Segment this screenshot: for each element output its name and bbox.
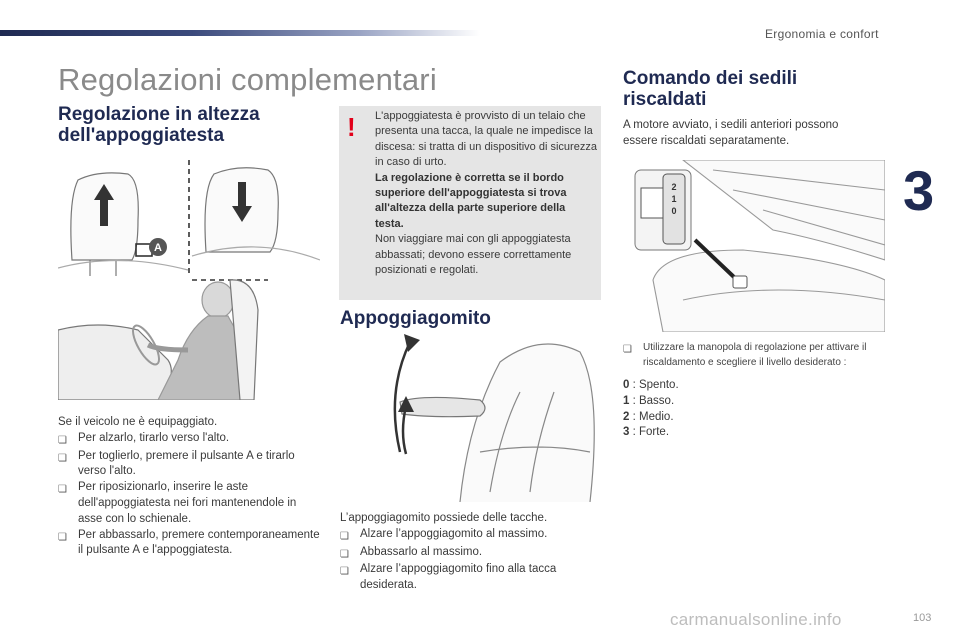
list-item: ❏ Utilizzare la manopola di regolazione per attivare il riscaldamento e scegliere il livello desiderato : — [623, 341, 893, 370]
list-bullet-icon: ❏ — [58, 452, 67, 464]
armrest-illustration — [340, 332, 602, 502]
list-bullet-icon: ❏ — [623, 344, 632, 355]
list-item: ❏ Per abbassarlo, premere contemporaneamente il pulsante A e l'appoggiatesta. — [58, 528, 320, 560]
heated-seats-levels — [623, 378, 823, 441]
warning-para-2: La regolazione è corretta se il bordo superiore dell'appoggiatesta si trova all'altezza della parte superiore della testa. — [375, 171, 567, 230]
headrest-instructions — [58, 415, 320, 559]
warning-text — [375, 109, 597, 278]
list-item: ❏ Abbassarlo al massimo. — [340, 545, 590, 563]
warning-box — [339, 106, 601, 300]
headrest-illustration — [58, 160, 320, 400]
list-bullet-icon: ❏ — [340, 566, 349, 578]
watermark: carmanualsonline.info — [670, 610, 842, 629]
list-item: 1 : Basso. — [623, 394, 675, 407]
heated-seats-note — [623, 341, 893, 370]
chapter-number: 3 — [903, 159, 935, 222]
svg-text:0: 0 — [671, 206, 677, 216]
list-bullet-icon: ❏ — [58, 434, 67, 446]
armrest-instructions — [340, 511, 590, 594]
page-title: Regolazioni complementari — [58, 62, 437, 97]
heated-seats-intro: A motore avviato, i sedili anteriori possono essere riscaldati separatamente. — [623, 119, 839, 147]
warning-exclamation-icon: ! — [347, 112, 356, 142]
headrest-heading: Regolazione in altezza dell'appoggiatesta — [58, 104, 260, 146]
list-item: ❏ Per alzarlo, tirarlo verso l'alto. — [58, 431, 320, 449]
list-item: ❏ Alzare l’appoggiagomito fino alla tacca desiderata. — [340, 562, 590, 594]
heated-seats-heading: Comando dei sedili riscaldati — [623, 68, 798, 110]
heated-seat-knob — [635, 170, 691, 250]
headrest-intro: Se il veicolo ne è equipaggiato. — [58, 416, 218, 428]
svg-text:2: 2 — [671, 182, 677, 192]
list-bullet-icon: ❏ — [58, 484, 67, 496]
heated-seat-illustration — [623, 160, 885, 332]
section-label: Ergonomia e confort — [765, 27, 879, 41]
svg-text:1: 1 — [671, 194, 677, 204]
list-bullet-icon: ❏ — [58, 531, 67, 543]
armrest-heading: Appoggiagomito — [340, 308, 491, 329]
seat-heater-icon — [733, 276, 747, 288]
armrest-intro: L’appoggiagomito possiede delle tacche. — [340, 512, 548, 524]
warning-para-1: L'appoggiatesta è provvisto di un telaio che presenta una tacca, la quale ne impedisce la discesa: si tratta di un dispositivo di sicurezza in caso di urto. — [375, 110, 597, 169]
list-item: ❏ Per riposizionarlo, inserire le aste dell'appoggiatesta nei fori mantenendole in asse con lo schienale. — [58, 480, 320, 527]
list-bullet-icon: ❏ — [340, 530, 349, 542]
list-item: 3 : Forte. — [623, 426, 670, 439]
list-item: 2 : Medio. — [623, 410, 674, 423]
warning-para-3: Non viaggiare mai con gli appoggiatesta abbassati; devono essere correttamente posizionati e regolati. — [375, 233, 572, 277]
header-gradient-bar — [0, 30, 480, 36]
button-a-marker — [136, 238, 167, 256]
list-bullet-icon: ❏ — [340, 548, 349, 560]
list-item: ❏ Per toglierlo, premere il pulsante A e tirarlo verso l'alto. — [58, 449, 320, 481]
svg-text:A: A — [154, 242, 162, 254]
list-item: ❏ Alzare l’appoggiagomito al massimo. — [340, 527, 590, 545]
page-number: 103 — [913, 612, 932, 624]
list-item: 0 : Spento. — [623, 379, 679, 391]
